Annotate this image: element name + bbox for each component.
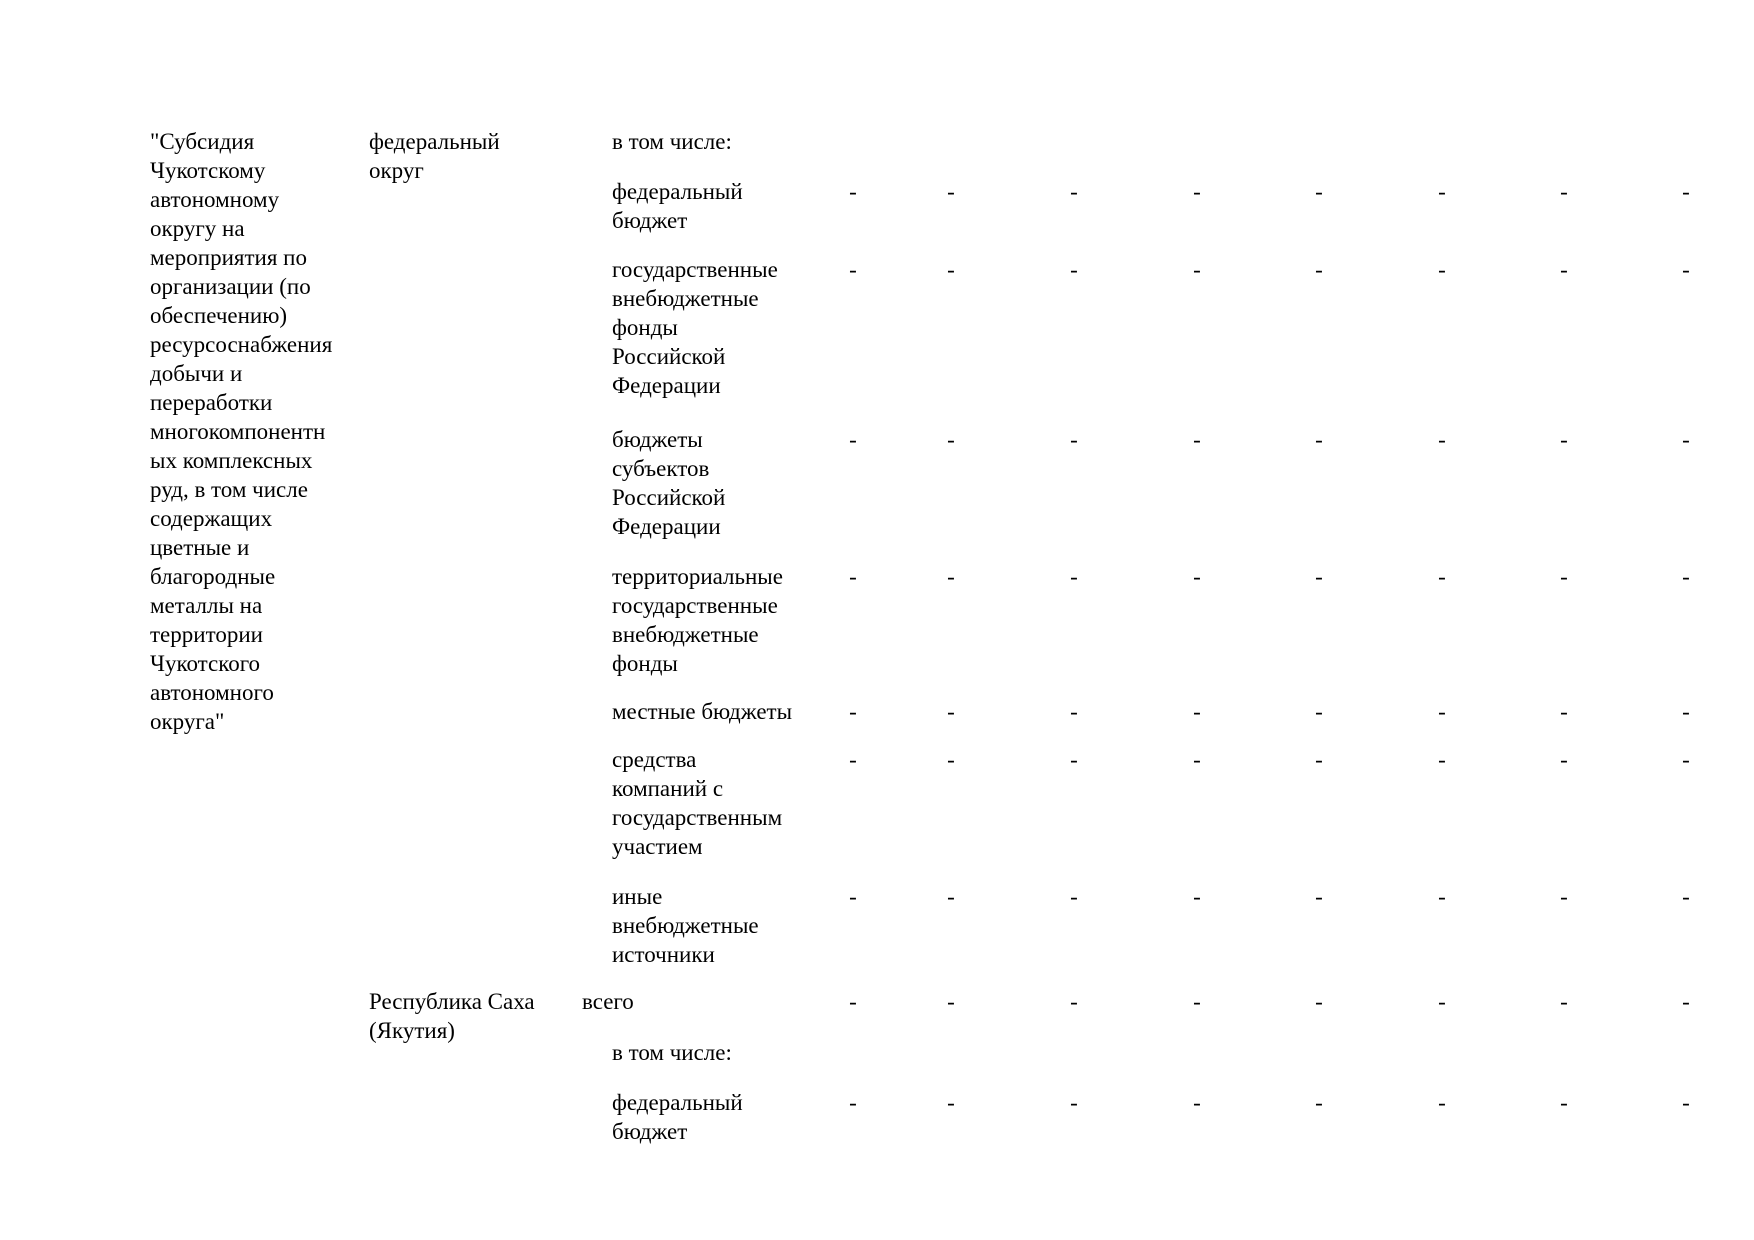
value-cell: - <box>947 699 955 724</box>
title-line: содержащих <box>150 506 273 531</box>
title-line: ых комплексных <box>150 448 313 473</box>
funding-source-label <box>612 697 792 726</box>
title-line: благородные <box>150 564 276 589</box>
value-cell: - <box>1682 257 1690 282</box>
region-line: округ <box>369 158 424 183</box>
value-cell: - <box>1682 427 1690 452</box>
label-line: внебюджетные <box>612 286 759 311</box>
label-line: бюджет <box>612 208 688 233</box>
title-line: автономного <box>150 680 274 705</box>
value-cell: - <box>947 989 955 1014</box>
funding-source-label <box>612 177 743 235</box>
title-line: Чукотскому <box>150 158 266 183</box>
label-line: в том числе: <box>612 1040 732 1065</box>
value-cell: - <box>1682 1090 1690 1115</box>
label-line: федеральный <box>612 179 743 204</box>
label-line: Федерации <box>612 514 721 539</box>
funding-source-label <box>612 255 778 400</box>
funding-source-label <box>612 127 732 156</box>
value-cell: - <box>849 747 857 772</box>
region-sakha-yakutia <box>369 987 535 1045</box>
label-line: Федерации <box>612 373 721 398</box>
value-cell: - <box>1070 884 1078 909</box>
funding-source-label <box>612 882 759 969</box>
title-line: округу на <box>150 216 245 241</box>
value-cell: - <box>1070 699 1078 724</box>
title-line: добычи и <box>150 361 243 386</box>
value-cell: - <box>1438 989 1446 1014</box>
funding-source-label <box>612 562 783 678</box>
title-line: цветные и <box>150 535 250 560</box>
value-cell: - <box>1560 427 1568 452</box>
title-line: округа" <box>150 709 225 734</box>
value-cell: - <box>849 884 857 909</box>
label-line: источники <box>612 942 715 967</box>
label-line: фонды <box>612 315 678 340</box>
value-cell: - <box>947 1090 955 1115</box>
title-line: переработки <box>150 390 273 415</box>
title-line: автономному <box>150 187 280 212</box>
region-line: Республика Саха <box>369 989 535 1014</box>
value-cell: - <box>849 257 857 282</box>
value-cell: - <box>1438 747 1446 772</box>
label-line: субъектов <box>612 456 710 481</box>
value-cell: - <box>849 179 857 204</box>
label-line: государственным <box>612 805 783 830</box>
value-cell: - <box>1682 699 1690 724</box>
value-cell: - <box>1315 884 1323 909</box>
label-line: федеральный <box>612 1090 743 1115</box>
value-cell: - <box>1560 564 1568 589</box>
title-line: "Субсидия <box>150 129 255 154</box>
label-line: фонды <box>612 651 678 676</box>
value-cell: - <box>1560 884 1568 909</box>
value-cell: - <box>1070 989 1078 1014</box>
value-cell: - <box>1315 427 1323 452</box>
title-line: металлы на <box>150 593 263 618</box>
title-line: мероприятия по <box>150 245 307 270</box>
value-cell: - <box>1315 179 1323 204</box>
region-federal-district <box>369 127 500 185</box>
value-cell: - <box>1438 257 1446 282</box>
value-cell: - <box>947 747 955 772</box>
value-cell: - <box>849 564 857 589</box>
measure-title <box>150 127 360 736</box>
label-line: государственные <box>612 257 778 282</box>
value-cell: - <box>1070 747 1078 772</box>
title-line: территории <box>150 622 263 647</box>
title-line: обеспечению) <box>150 303 288 328</box>
value-cell: - <box>1315 989 1323 1014</box>
label-line: государственные <box>612 593 778 618</box>
value-cell: - <box>849 1090 857 1115</box>
label-line: иные <box>612 884 663 909</box>
label-line: внебюджетные <box>612 622 759 647</box>
value-cell: - <box>947 884 955 909</box>
value-cell: - <box>1315 564 1323 589</box>
funding-source-label <box>612 745 782 861</box>
total-label: всего <box>582 989 634 1014</box>
funding-source-label <box>612 1088 743 1146</box>
value-cell: - <box>1193 699 1201 724</box>
title-line: многокомпонентн <box>150 419 326 444</box>
value-cell: - <box>1193 747 1201 772</box>
label-line: внебюджетные <box>612 913 759 938</box>
value-cell: - <box>1682 179 1690 204</box>
value-cell: - <box>1193 989 1201 1014</box>
value-cell: - <box>1315 1090 1323 1115</box>
label-line: в том числе: <box>612 129 732 154</box>
label-line: местные бюджеты <box>612 699 793 724</box>
value-cell: - <box>1438 699 1446 724</box>
value-cell: - <box>1682 747 1690 772</box>
value-cell: - <box>849 989 857 1014</box>
value-cell: - <box>1682 884 1690 909</box>
value-cell: - <box>1070 427 1078 452</box>
region-line: федеральный <box>369 129 500 154</box>
value-cell: - <box>1193 257 1201 282</box>
label-line: компаний с <box>612 776 724 801</box>
value-cell: - <box>947 564 955 589</box>
label-line: Российской <box>612 485 726 510</box>
value-cell: - <box>1315 257 1323 282</box>
value-cell: - <box>1193 564 1201 589</box>
value-cell: - <box>849 427 857 452</box>
value-cell: - <box>1560 747 1568 772</box>
value-cell: - <box>1560 989 1568 1014</box>
value-cell: - <box>1193 427 1201 452</box>
value-cell: - <box>1438 427 1446 452</box>
value-cell: - <box>1193 1090 1201 1115</box>
funding-source-label <box>612 425 725 541</box>
value-cell: - <box>1315 699 1323 724</box>
label-line: средства <box>612 747 697 772</box>
value-cell: - <box>1193 179 1201 204</box>
value-cell: - <box>1070 1090 1078 1115</box>
value-cell: - <box>849 699 857 724</box>
label-line: Российской <box>612 344 726 369</box>
value-cell: - <box>1315 747 1323 772</box>
value-cell: - <box>1438 564 1446 589</box>
value-cell: - <box>947 179 955 204</box>
title-line: ресурсоснабжения <box>150 332 333 357</box>
value-cell: - <box>1070 257 1078 282</box>
value-cell: - <box>1070 564 1078 589</box>
label-line: бюджет <box>612 1119 688 1144</box>
title-line: Чукотского <box>150 651 261 676</box>
value-cell: - <box>1560 699 1568 724</box>
value-cell: - <box>1560 179 1568 204</box>
value-cell: - <box>1682 989 1690 1014</box>
value-cell: - <box>1682 564 1690 589</box>
value-cell: - <box>1193 884 1201 909</box>
value-cell: - <box>1438 884 1446 909</box>
value-cell: - <box>1438 179 1446 204</box>
region-line: (Якутия) <box>369 1018 455 1043</box>
label-line: территориальные <box>612 564 783 589</box>
title-line: организации (по <box>150 274 311 299</box>
value-cell: - <box>1560 1090 1568 1115</box>
value-cell: - <box>1438 1090 1446 1115</box>
label-line: бюджеты <box>612 427 703 452</box>
value-cell: - <box>947 257 955 282</box>
value-cell: - <box>947 427 955 452</box>
label-line: участием <box>612 834 703 859</box>
funding-source-label <box>612 1038 732 1067</box>
title-line: руд, в том числе <box>150 477 308 502</box>
value-cell: - <box>1070 179 1078 204</box>
value-cell: - <box>1560 257 1568 282</box>
